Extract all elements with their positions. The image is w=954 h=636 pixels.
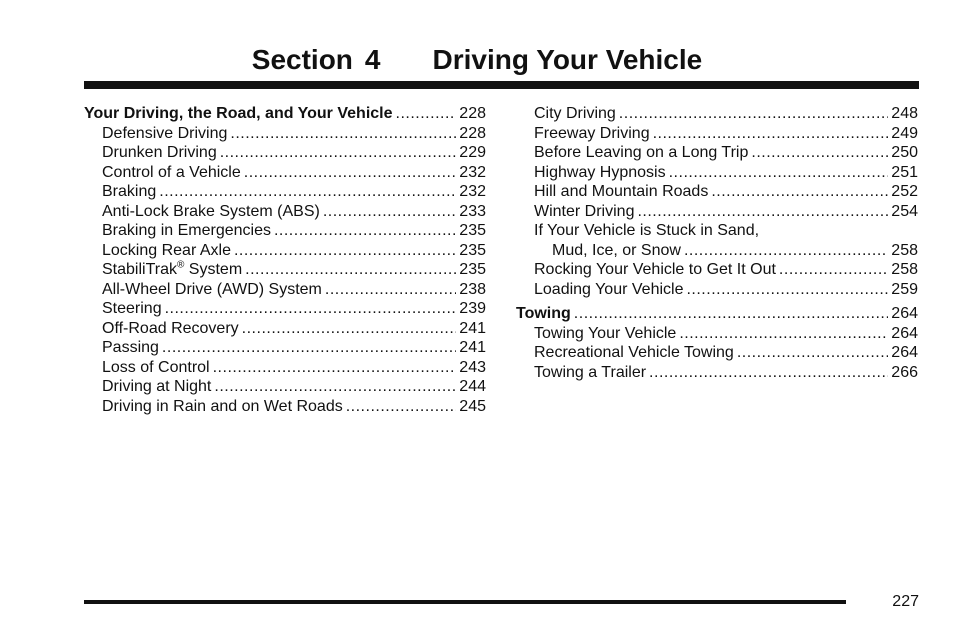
dot-leader — [230, 124, 456, 144]
toc-entry[interactable] — [84, 163, 486, 183]
toc-entry-page: 266 — [891, 363, 918, 381]
toc-right-column — [516, 104, 918, 382]
dot-leader — [165, 299, 457, 319]
toc-entry[interactable] — [84, 280, 486, 300]
toc-entry[interactable] — [516, 304, 918, 324]
toc-entry-label: Driving at Night — [102, 378, 212, 395]
toc-entry-page: 258 — [891, 261, 918, 278]
dot-leader — [686, 280, 888, 300]
toc-entry-label: If Your Vehicle is Stuck in Sand, — [534, 222, 760, 239]
dot-leader — [213, 358, 457, 378]
toc-entry[interactable] — [516, 182, 918, 202]
toc-entry-page: 232 — [459, 183, 486, 200]
toc-entry[interactable] — [84, 124, 486, 144]
dot-leader — [751, 143, 888, 163]
toc-entry-page: 259 — [891, 280, 918, 298]
dot-leader — [684, 241, 888, 261]
toc-entry[interactable] — [84, 319, 486, 339]
toc-entry-label: Before Leaving on a Long Trip — [534, 144, 749, 161]
section-title — [0, 40, 954, 80]
toc-entry-page: 258 — [891, 241, 918, 259]
toc-entry[interactable] — [84, 221, 486, 241]
toc-entry[interactable] — [516, 280, 918, 300]
dot-leader — [649, 363, 888, 383]
toc-entry-label: Defensive Driving — [102, 124, 228, 142]
toc-entry-page: 241 — [459, 339, 486, 356]
registered-mark: ® — [176, 259, 185, 271]
dot-leader — [242, 319, 457, 339]
dot-leader — [737, 343, 888, 363]
toc-entry[interactable] — [516, 241, 918, 261]
toc-entry-page: 228 — [459, 124, 486, 142]
toc-entry-label: Freeway Driving — [534, 124, 650, 142]
dot-leader — [619, 104, 889, 124]
dot-leader — [396, 104, 457, 124]
toc-entry[interactable] — [516, 202, 918, 222]
toc-entry-page: 232 — [459, 163, 486, 181]
toc-entry[interactable] — [84, 202, 486, 222]
toc-entry[interactable] — [84, 377, 486, 397]
toc-entry-page: 264 — [891, 305, 918, 322]
section-word: Section — [251, 44, 353, 75]
toc-entry-page: 251 — [891, 163, 918, 181]
toc-entry-page: 244 — [459, 378, 486, 395]
dot-leader — [346, 397, 457, 417]
toc-entry-label: Hill and Mountain Roads — [534, 183, 709, 200]
toc-entry[interactable] — [84, 260, 486, 280]
toc-entry-label: Recreational Vehicle Towing — [534, 344, 734, 361]
toc-left-column — [84, 104, 486, 416]
dot-leader — [159, 182, 456, 202]
dot-leader — [779, 260, 888, 280]
toc-entry-label: Braking — [102, 183, 157, 200]
toc-entry-label: Anti-Lock Brake System (ABS) — [102, 202, 320, 220]
toc-entry-label: Mud, Ice, or Snow — [552, 241, 681, 259]
toc-entry[interactable] — [84, 182, 486, 202]
toc-entry-label: Passing — [102, 339, 159, 356]
toc-entry-label: Winter Driving — [534, 202, 635, 220]
toc-entry[interactable] — [84, 143, 486, 163]
dot-leader — [274, 221, 456, 241]
top-rule — [84, 81, 919, 89]
toc-entry-page: 243 — [459, 358, 486, 376]
dot-leader — [323, 202, 456, 222]
toc-entry-label: Control of a Vehicle — [102, 163, 241, 181]
toc-entry-label: Towing — [516, 305, 571, 322]
toc-entry-label: Towing Your Vehicle — [534, 324, 677, 342]
toc-entry[interactable] — [84, 338, 486, 358]
toc-entry-label: Drunken Driving — [102, 144, 217, 161]
toc-entry-page: 238 — [459, 280, 486, 298]
toc-entry-page: 235 — [459, 222, 486, 239]
toc-entry-page: 235 — [459, 261, 486, 278]
toc-entry[interactable] — [516, 343, 918, 363]
dot-leader — [244, 163, 457, 183]
dot-leader — [637, 202, 888, 222]
toc-entry[interactable] — [516, 163, 918, 183]
section-number: 4 — [364, 44, 381, 75]
toc-entry-label: Steering — [102, 300, 162, 317]
dot-leader — [220, 143, 457, 163]
toc-entry-page: 245 — [459, 397, 486, 415]
dot-leader — [653, 124, 889, 144]
dot-leader — [669, 163, 889, 183]
toc-entry-label: Loss of Control — [102, 358, 210, 376]
toc-entry[interactable] — [516, 260, 918, 280]
toc-entry[interactable] — [84, 397, 486, 417]
toc-entry-page: 229 — [459, 144, 486, 161]
toc-entry-label: StabiliTrak® System — [102, 259, 243, 278]
toc-entry[interactable] — [516, 143, 918, 163]
toc-entry-label: Off-Road Recovery — [102, 319, 239, 337]
dot-leader — [245, 260, 456, 280]
toc-entry-page: 254 — [891, 202, 918, 220]
toc-entry-page: 233 — [459, 202, 486, 220]
toc-entry-page: 235 — [459, 241, 486, 259]
toc-entry-label: Locking Rear Axle — [102, 241, 231, 259]
toc-entry-label: Braking in Emergencies — [102, 222, 271, 239]
bottom-rule — [84, 600, 846, 604]
section-name: Driving Your Vehicle — [432, 44, 703, 75]
dot-leader — [325, 280, 456, 300]
toc-entry[interactable] — [516, 124, 918, 144]
toc-entry-label: Driving in Rain and on Wet Roads — [102, 397, 343, 415]
toc-entry-label: Loading Your Vehicle — [534, 280, 684, 298]
toc-entry[interactable] — [84, 299, 486, 319]
dot-leader — [214, 377, 456, 397]
dot-leader — [574, 304, 889, 324]
toc-entry-page: 250 — [891, 144, 918, 161]
toc-entry-label: Your Driving, the Road, and Your Vehicle — [84, 105, 393, 122]
toc-entry[interactable] — [516, 324, 918, 344]
toc-entry-page: 248 — [891, 105, 918, 122]
toc-entry-page: 241 — [459, 319, 486, 337]
toc-entry-page: 264 — [891, 344, 918, 361]
toc-entry-label: City Driving — [534, 105, 616, 122]
toc-entry-page: 252 — [891, 183, 918, 200]
dot-leader — [234, 241, 456, 261]
toc-entry[interactable] — [516, 363, 918, 383]
toc-entry[interactable] — [84, 358, 486, 378]
toc-entry-page: 239 — [459, 300, 486, 317]
toc-entry-label: Rocking Your Vehicle to Get It Out — [534, 261, 776, 278]
page-number: 227 — [892, 593, 919, 610]
toc-entry[interactable] — [516, 104, 918, 124]
toc-entry-label: Highway Hypnosis — [534, 163, 666, 181]
toc-entry-label: All-Wheel Drive (AWD) System — [102, 280, 322, 298]
toc-entry[interactable] — [84, 104, 486, 124]
toc-entry-page: 264 — [891, 324, 918, 342]
toc-entry-label: Towing a Trailer — [534, 363, 647, 381]
toc-entry[interactable] — [516, 221, 918, 241]
dot-leader — [162, 338, 456, 358]
toc-entry[interactable] — [84, 241, 486, 261]
toc-entry-page: 228 — [459, 105, 486, 122]
dot-leader — [711, 182, 888, 202]
dot-leader — [679, 324, 888, 344]
toc-entry-page: 249 — [891, 124, 918, 142]
